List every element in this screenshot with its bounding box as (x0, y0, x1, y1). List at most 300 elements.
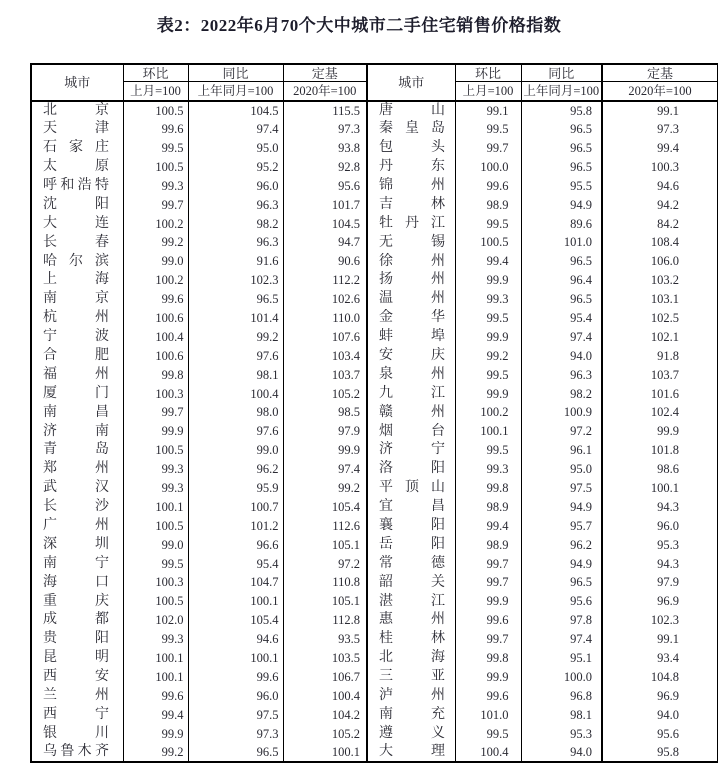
yoy-cell: 94.0 (521, 347, 602, 366)
city-name: 泉州 (379, 366, 445, 382)
yoy-cell: 95.4 (188, 554, 283, 573)
yoy-cell: 104.7 (188, 573, 283, 592)
mom-cell: 99.8 (123, 365, 188, 384)
yoy-cell: 95.7 (521, 517, 602, 536)
mom-cell: 99.9 (455, 328, 521, 347)
mom-cell: 102.0 (123, 611, 188, 630)
mom-cell: 99.3 (123, 630, 188, 649)
city-cell (367, 441, 455, 460)
table-row (31, 120, 718, 139)
fixed-cell: 90.6 (283, 252, 367, 271)
mom-cell: 99.7 (455, 139, 521, 158)
city-name: 济南 (43, 423, 109, 439)
yoy-cell: 96.3 (188, 195, 283, 214)
yoy-cell: 102.3 (188, 271, 283, 290)
fixed-cell: 92.8 (283, 158, 367, 177)
fixed-cell: 110.8 (283, 573, 367, 592)
mom-cell: 99.9 (455, 668, 521, 687)
city-cell (31, 403, 123, 422)
mom-cell: 99.0 (123, 252, 188, 271)
table-row (31, 441, 718, 460)
header-yoy-right: 同比 (521, 64, 602, 82)
page-title: 表2：2022年6月70个大中城市二手住宅销售价格指数 (156, 16, 562, 35)
city-name: 扬州 (379, 272, 445, 288)
city-cell (31, 554, 123, 573)
yoy-cell: 95.5 (521, 177, 602, 196)
city-name: 韶关 (379, 574, 445, 590)
city-name: 唐山 (379, 102, 445, 118)
yoy-cell: 94.0 (521, 743, 602, 762)
fixed-cell: 94.6 (602, 177, 718, 196)
mom-cell: 99.1 (455, 101, 521, 120)
header-yoy-base-right: 上年同月=100 (521, 82, 602, 102)
mom-cell: 100.5 (455, 233, 521, 252)
yoy-cell: 98.2 (188, 214, 283, 233)
mom-cell: 100.5 (123, 441, 188, 460)
city-cell (367, 328, 455, 347)
table-row (31, 271, 718, 290)
table-row (31, 214, 718, 233)
mom-cell: 98.9 (455, 535, 521, 554)
yoy-cell: 96.5 (188, 290, 283, 309)
table-row (31, 630, 718, 649)
fixed-cell: 102.3 (602, 611, 718, 630)
table-row (31, 743, 718, 762)
fixed-cell: 102.5 (602, 309, 718, 328)
fixed-cell: 105.1 (283, 535, 367, 554)
fixed-cell: 94.3 (602, 554, 718, 573)
city-cell (367, 687, 455, 706)
city-name: 岳阳 (379, 536, 445, 552)
table-row (31, 611, 718, 630)
city-name: 宁波 (43, 329, 109, 345)
yoy-cell: 96.5 (521, 573, 602, 592)
city-name: 石家庄 (43, 140, 109, 156)
city-cell (367, 195, 455, 214)
yoy-cell: 101.2 (188, 517, 283, 536)
mom-cell: 100.4 (455, 743, 521, 762)
city-cell (367, 384, 455, 403)
city-cell (367, 706, 455, 725)
city-cell (367, 535, 455, 554)
table-row (31, 365, 718, 384)
mom-cell: 99.3 (123, 479, 188, 498)
table-row (31, 592, 718, 611)
yoy-cell: 98.0 (188, 403, 283, 422)
fixed-cell: 103.4 (283, 347, 367, 366)
yoy-cell: 96.5 (521, 158, 602, 177)
city-cell (31, 328, 123, 347)
mom-cell: 99.7 (455, 573, 521, 592)
city-name: 湛江 (379, 593, 445, 609)
yoy-cell: 100.9 (521, 403, 602, 422)
city-name: 长沙 (43, 499, 109, 515)
fixed-cell: 99.9 (283, 441, 367, 460)
yoy-cell: 95.0 (521, 460, 602, 479)
mom-cell: 98.9 (455, 195, 521, 214)
yoy-cell: 89.6 (521, 214, 602, 233)
city-name: 遵义 (379, 725, 445, 741)
city-cell (31, 743, 123, 762)
city-cell (367, 158, 455, 177)
city-name: 哈尔滨 (43, 253, 109, 269)
city-name: 太原 (43, 159, 109, 175)
yoy-cell: 96.5 (521, 252, 602, 271)
mom-cell: 100.0 (455, 158, 521, 177)
fixed-cell: 112.6 (283, 517, 367, 536)
mom-cell: 100.2 (455, 403, 521, 422)
city-name: 赣州 (379, 404, 445, 420)
city-cell (367, 290, 455, 309)
city-cell (367, 592, 455, 611)
mom-cell: 99.8 (455, 649, 521, 668)
yoy-cell: 95.8 (521, 101, 602, 120)
table-header (31, 64, 718, 101)
table-row (31, 309, 718, 328)
city-name: 兰州 (43, 688, 109, 704)
yoy-cell: 100.1 (188, 649, 283, 668)
fixed-cell: 104.2 (283, 706, 367, 725)
table-row (31, 233, 718, 252)
city-name: 蚌埠 (379, 329, 445, 345)
city-name: 青岛 (43, 442, 109, 458)
mom-cell: 99.9 (455, 384, 521, 403)
yoy-cell: 100.7 (188, 498, 283, 517)
yoy-cell: 96.1 (521, 441, 602, 460)
city-name: 沈阳 (43, 196, 109, 212)
city-cell (31, 611, 123, 630)
mom-cell: 99.6 (455, 687, 521, 706)
city-cell (31, 195, 123, 214)
header-fixed-base-right: 2020年=100 (602, 82, 718, 102)
city-name: 北京 (43, 102, 109, 118)
mom-cell: 100.2 (123, 214, 188, 233)
table-row (31, 498, 718, 517)
mom-cell: 99.6 (123, 687, 188, 706)
mom-cell: 99.3 (455, 290, 521, 309)
city-name: 泸州 (379, 688, 445, 704)
yoy-cell: 96.5 (521, 120, 602, 139)
mom-cell: 99.7 (123, 403, 188, 422)
yoy-cell: 95.0 (188, 139, 283, 158)
city-name: 平顶山 (379, 480, 445, 496)
yoy-cell: 97.3 (188, 724, 283, 743)
fixed-cell: 100.3 (602, 158, 718, 177)
city-cell (31, 630, 123, 649)
city-name: 洛阳 (379, 461, 445, 477)
city-cell (367, 101, 455, 120)
city-cell (367, 517, 455, 536)
city-name: 贵阳 (43, 631, 109, 647)
city-name: 海口 (43, 574, 109, 590)
city-name: 呼和浩特 (43, 178, 109, 193)
city-name: 襄阳 (379, 518, 445, 534)
fixed-cell: 103.7 (602, 365, 718, 384)
city-cell (31, 158, 123, 177)
yoy-cell: 101.0 (521, 233, 602, 252)
yoy-cell: 99.2 (188, 328, 283, 347)
city-cell (31, 101, 123, 120)
mom-cell: 99.3 (455, 460, 521, 479)
yoy-cell: 100.1 (188, 592, 283, 611)
city-cell (367, 554, 455, 573)
mom-cell: 99.9 (455, 271, 521, 290)
city-cell (31, 233, 123, 252)
city-cell (367, 214, 455, 233)
fixed-cell: 104.5 (283, 214, 367, 233)
fixed-cell: 99.1 (602, 101, 718, 120)
city-cell (31, 290, 123, 309)
city-name: 桂林 (379, 631, 445, 647)
city-cell (31, 535, 123, 554)
fixed-cell: 101.6 (602, 384, 718, 403)
city-name: 锦州 (379, 178, 445, 193)
table-body (31, 101, 718, 762)
table-row (31, 422, 718, 441)
table-row (31, 460, 718, 479)
city-name: 惠州 (379, 612, 445, 628)
fixed-cell: 99.2 (283, 479, 367, 498)
fixed-cell: 95.3 (602, 535, 718, 554)
city-name: 西安 (43, 669, 109, 685)
table-row (31, 177, 718, 196)
mom-cell: 99.4 (455, 252, 521, 271)
fixed-cell: 93.5 (283, 630, 367, 649)
yoy-cell: 95.1 (521, 649, 602, 668)
table-row (31, 403, 718, 422)
yoy-cell: 97.2 (521, 422, 602, 441)
city-name: 成都 (43, 612, 109, 628)
mom-cell: 99.9 (123, 724, 188, 743)
table-row (31, 139, 718, 158)
fixed-cell: 100.4 (283, 687, 367, 706)
mom-cell: 100.4 (123, 328, 188, 347)
mom-cell: 99.5 (455, 441, 521, 460)
fixed-cell: 94.2 (602, 195, 718, 214)
yoy-cell: 96.5 (521, 139, 602, 158)
city-cell (367, 403, 455, 422)
mom-cell: 99.5 (123, 554, 188, 573)
mom-cell: 99.5 (455, 365, 521, 384)
city-cell (31, 120, 123, 139)
city-name: 深圳 (43, 536, 109, 552)
mom-cell: 99.7 (455, 554, 521, 573)
table-row (31, 347, 718, 366)
mom-cell: 100.6 (123, 347, 188, 366)
fixed-cell: 103.1 (602, 290, 718, 309)
city-name: 重庆 (43, 593, 109, 609)
fixed-cell: 103.7 (283, 365, 367, 384)
header-mom-left: 环比 (123, 64, 188, 82)
mom-cell: 100.6 (123, 309, 188, 328)
yoy-cell: 97.8 (521, 611, 602, 630)
yoy-cell: 99.0 (188, 441, 283, 460)
city-cell (367, 649, 455, 668)
yoy-cell: 100.4 (188, 384, 283, 403)
city-cell (367, 630, 455, 649)
city-cell (31, 252, 123, 271)
city-cell (31, 460, 123, 479)
city-name: 乌鲁木齐 (43, 744, 109, 760)
yoy-cell: 104.5 (188, 101, 283, 120)
city-cell (367, 611, 455, 630)
table-row (31, 649, 718, 668)
mom-cell: 100.1 (455, 422, 521, 441)
fixed-cell: 97.9 (602, 573, 718, 592)
fixed-cell: 93.4 (602, 649, 718, 668)
mom-cell: 100.1 (123, 498, 188, 517)
yoy-cell: 97.5 (521, 479, 602, 498)
city-name: 济宁 (379, 442, 445, 458)
table-row (31, 535, 718, 554)
city-cell (367, 460, 455, 479)
yoy-cell: 97.4 (521, 630, 602, 649)
city-name: 西宁 (43, 706, 109, 722)
fixed-cell: 103.5 (283, 649, 367, 668)
header-fixed-base-left: 2020年=100 (283, 82, 367, 102)
fixed-cell: 110.0 (283, 309, 367, 328)
mom-cell: 100.1 (123, 668, 188, 687)
city-cell (367, 309, 455, 328)
header-row-main (31, 64, 718, 82)
mom-cell: 100.5 (123, 517, 188, 536)
table-row (31, 668, 718, 687)
city-cell (31, 592, 123, 611)
header-mom-right: 环比 (455, 64, 521, 82)
city-name: 天津 (43, 121, 109, 137)
fixed-cell: 105.4 (283, 498, 367, 517)
fixed-cell: 106.0 (602, 252, 718, 271)
mom-cell: 99.8 (455, 479, 521, 498)
city-name: 福州 (43, 366, 109, 382)
fixed-cell: 91.8 (602, 347, 718, 366)
fixed-cell: 94.7 (283, 233, 367, 252)
fixed-cell: 97.3 (283, 120, 367, 139)
city-cell (367, 365, 455, 384)
city-name: 温州 (379, 291, 445, 307)
mom-cell: 98.9 (455, 498, 521, 517)
fixed-cell: 104.8 (602, 668, 718, 687)
city-name: 九江 (379, 385, 445, 401)
mom-cell: 100.5 (123, 592, 188, 611)
city-cell (367, 498, 455, 517)
mom-cell: 100.3 (123, 384, 188, 403)
fixed-cell: 97.3 (602, 120, 718, 139)
yoy-cell: 100.0 (521, 668, 602, 687)
yoy-cell: 96.6 (188, 535, 283, 554)
mom-cell: 99.4 (455, 517, 521, 536)
yoy-cell: 96.8 (521, 687, 602, 706)
fixed-cell: 97.2 (283, 554, 367, 573)
mom-cell: 99.5 (455, 120, 521, 139)
mom-cell: 99.5 (455, 214, 521, 233)
mom-cell: 99.9 (123, 422, 188, 441)
table-row (31, 252, 718, 271)
table-row (31, 687, 718, 706)
mom-cell: 99.6 (455, 177, 521, 196)
city-cell (31, 668, 123, 687)
city-name: 郑州 (43, 461, 109, 477)
city-cell (31, 271, 123, 290)
fixed-cell: 99.9 (602, 422, 718, 441)
yoy-cell: 98.2 (521, 384, 602, 403)
header-yoy-left: 同比 (188, 64, 283, 82)
yoy-cell: 96.3 (188, 233, 283, 252)
city-cell (367, 347, 455, 366)
mom-cell: 99.3 (123, 460, 188, 479)
yoy-cell: 96.4 (521, 271, 602, 290)
fixed-cell: 106.7 (283, 668, 367, 687)
mom-cell: 99.3 (123, 177, 188, 196)
city-name: 南昌 (43, 404, 109, 420)
city-cell (31, 573, 123, 592)
yoy-cell: 95.2 (188, 158, 283, 177)
mom-cell: 99.5 (123, 139, 188, 158)
city-name: 南宁 (43, 555, 109, 571)
fixed-cell: 100.1 (602, 479, 718, 498)
header-mom-base-left: 上月=100 (123, 82, 188, 102)
city-name: 丹东 (379, 159, 445, 175)
city-cell (31, 687, 123, 706)
mom-cell: 100.5 (123, 158, 188, 177)
yoy-cell: 97.4 (188, 120, 283, 139)
city-name: 上海 (43, 272, 109, 288)
header-city-right: 城市 (367, 64, 455, 101)
city-cell (31, 177, 123, 196)
city-cell (367, 120, 455, 139)
city-name: 吉林 (379, 196, 445, 212)
yoy-cell: 97.5 (188, 706, 283, 725)
fixed-cell: 97.9 (283, 422, 367, 441)
city-name: 广州 (43, 518, 109, 534)
mom-cell: 99.6 (123, 120, 188, 139)
city-name: 北海 (379, 650, 445, 666)
city-cell (31, 422, 123, 441)
yoy-cell: 98.1 (521, 706, 602, 725)
city-name: 徐州 (379, 253, 445, 269)
city-name: 牡丹江 (379, 215, 445, 231)
city-cell (31, 706, 123, 725)
fixed-cell: 101.7 (283, 195, 367, 214)
city-cell (367, 177, 455, 196)
city-cell (31, 498, 123, 517)
mom-cell: 99.0 (123, 535, 188, 554)
fixed-cell: 84.2 (602, 214, 718, 233)
fixed-cell: 98.6 (602, 460, 718, 479)
city-cell (367, 271, 455, 290)
yoy-cell: 96.3 (521, 365, 602, 384)
city-cell (31, 347, 123, 366)
fixed-cell: 115.5 (283, 101, 367, 120)
header-city-left: 城市 (31, 64, 123, 101)
fixed-cell: 102.4 (602, 403, 718, 422)
yoy-cell: 105.4 (188, 611, 283, 630)
city-name: 烟台 (379, 423, 445, 439)
fixed-cell: 102.1 (602, 328, 718, 347)
fixed-cell: 105.1 (283, 592, 367, 611)
city-cell (31, 214, 123, 233)
mom-cell: 99.2 (123, 233, 188, 252)
city-name: 长春 (43, 234, 109, 250)
table-row (31, 101, 718, 120)
city-name: 无锡 (379, 234, 445, 250)
fixed-cell: 97.4 (283, 460, 367, 479)
city-cell (31, 365, 123, 384)
mom-cell: 101.0 (455, 706, 521, 725)
mom-cell: 100.5 (123, 101, 188, 120)
yoy-cell: 95.3 (521, 724, 602, 743)
fixed-cell: 102.6 (283, 290, 367, 309)
